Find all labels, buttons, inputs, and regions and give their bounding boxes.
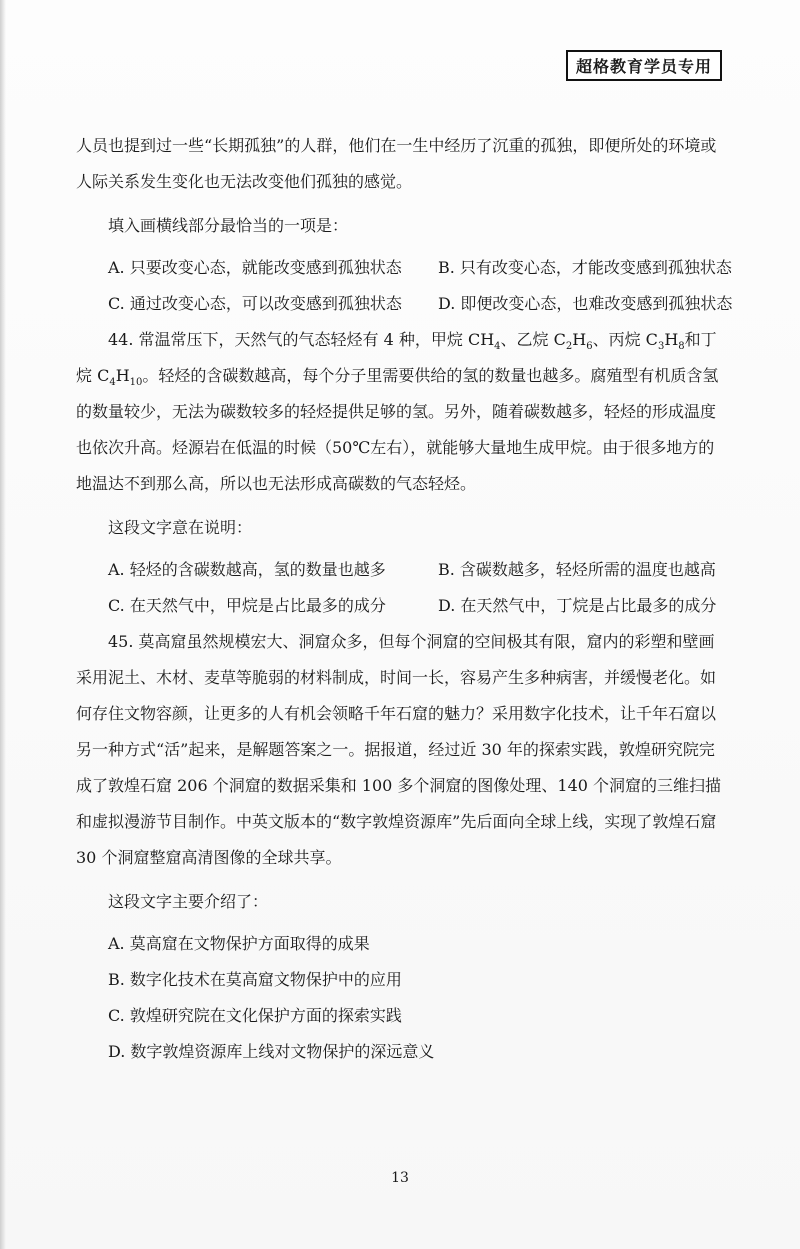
- q45-paragraph: 45. 莫高窟虽然规模宏大、洞窟众多，但每个洞窟的空间极其有限，窟内的彩塑和壁画采用泥土、木材、麦草等脆弱的材料制成，时间一长，容易产生多种病害，并缓慢老化。如何存住文物容颜，让更多的人有机会领略千年石窟的魅力？采用数字化技术，让千年石窟以另一种方式“活”起来，是解题答案之一。据报道，经过近 30 年的探索实践，敦煌研究院完成了敦煌石窟 206 个洞窟的数据采集和 100 多个洞窟的图像处理、140 个洞窟的三维扫描和虚拟漫游节目制作。中英文版本的“数字敦煌资源库”先后面向全球上线，实现了敦煌石窟 30 个洞窟整窟高清图像的全球共享。: [76, 632, 722, 867]
- q43-option-b[interactable]: B. 只有改变心态，才能改变感到孤独状态: [438, 258, 732, 277]
- q43-continuation: 人员也提到过一些“长期孤独”的人群，他们在一生中经历了沉重的孤独，即便所处的环境或人际关系发生变化也无法改变他们孤独的感觉。: [76, 136, 717, 191]
- q44-option-a[interactable]: A. 轻烃的含碳数越高，氢的数量也越多: [108, 560, 386, 579]
- q44-h8-sub: 8: [678, 341, 685, 353]
- q44-c4-sub: 4: [109, 377, 116, 389]
- q44-c3-sub: 3: [657, 341, 665, 353]
- page-number: 13: [391, 1170, 409, 1186]
- q43-option-a[interactable]: A. 只要改变心态，就能改变感到孤独状态: [108, 258, 402, 277]
- q44-stem: 这段文字意在说明：: [108, 518, 253, 537]
- q44-paragraph: [76, 322, 724, 502]
- q44-intro: 44. 常温常压下，天然气的气态轻烃有 4 种，甲烷 CH: [108, 330, 495, 349]
- q44-ch4-sub: 4: [494, 341, 501, 353]
- q45-option-c[interactable]: C. 敦煌研究院在文化保护方面的探索实践: [108, 1006, 402, 1025]
- q45-stem: 这段文字主要介绍了：: [108, 892, 269, 911]
- q44-options: [76, 552, 724, 624]
- q43-options: [76, 250, 733, 322]
- q44-butane-label: 和丁烷 C: [76, 330, 717, 385]
- q43-stem: 填入画横线部分最恰当的一项是：: [108, 216, 349, 235]
- q44-option-c[interactable]: C. 在天然气中，甲烷是占比最多的成分: [108, 596, 386, 615]
- q44-h6-sub: 6: [586, 341, 593, 353]
- page-content: [76, 128, 733, 1070]
- q44-ethane-label: 、乙烷 C: [500, 330, 566, 349]
- q45-option-a[interactable]: A. 莫高窟在文物保护方面取得的成果: [108, 934, 370, 953]
- header-badge: 超格教育学员专用: [566, 50, 722, 81]
- q44-propane-label: 、丙烷 C: [592, 330, 658, 349]
- q43-option-d[interactable]: D. 即便改变心态，也难改变感到孤独状态: [438, 294, 733, 313]
- q43-option-c[interactable]: C. 通过改变心态，可以改变感到孤独状态: [108, 294, 402, 313]
- q44-body: 轻烃的含碳数越高，每个分子里需要供给的氢的数量也越多。腐殖型有机质含氢的数量较少，无法为碳数较多的轻烃提供足够的氢。另外，随着碳数越多，轻烃的形成温度也依次升高。烃源岩在低温的时候（50℃左右），就能够大量地生成甲烷。由于很多地方的地温达不到那么高，所以也无法形成高碳数的气态轻烃。: [76, 366, 719, 493]
- q44-option-b[interactable]: B. 含碳数越多，轻烃所需的温度也越高: [438, 560, 716, 579]
- q44-period: 。: [142, 366, 159, 385]
- q44-h-symbol: H: [115, 366, 130, 385]
- q44-h-symbol: H: [664, 330, 679, 349]
- q44-c2-sub: 2: [565, 341, 573, 353]
- q44-option-d[interactable]: D. 在天然气中，丁烷是占比最多的成分: [438, 596, 717, 615]
- q45-option-d[interactable]: D. 数字敦煌资源库上线对文物保护的深远意义: [108, 1042, 435, 1061]
- scan-edge-shadow: [0, 0, 6, 1249]
- q44-h-symbol: H: [572, 330, 587, 349]
- q45-option-b[interactable]: B. 数字化技术在莫高窟文物保护中的应用: [108, 970, 402, 989]
- q44-h10-sub: 10: [129, 377, 143, 389]
